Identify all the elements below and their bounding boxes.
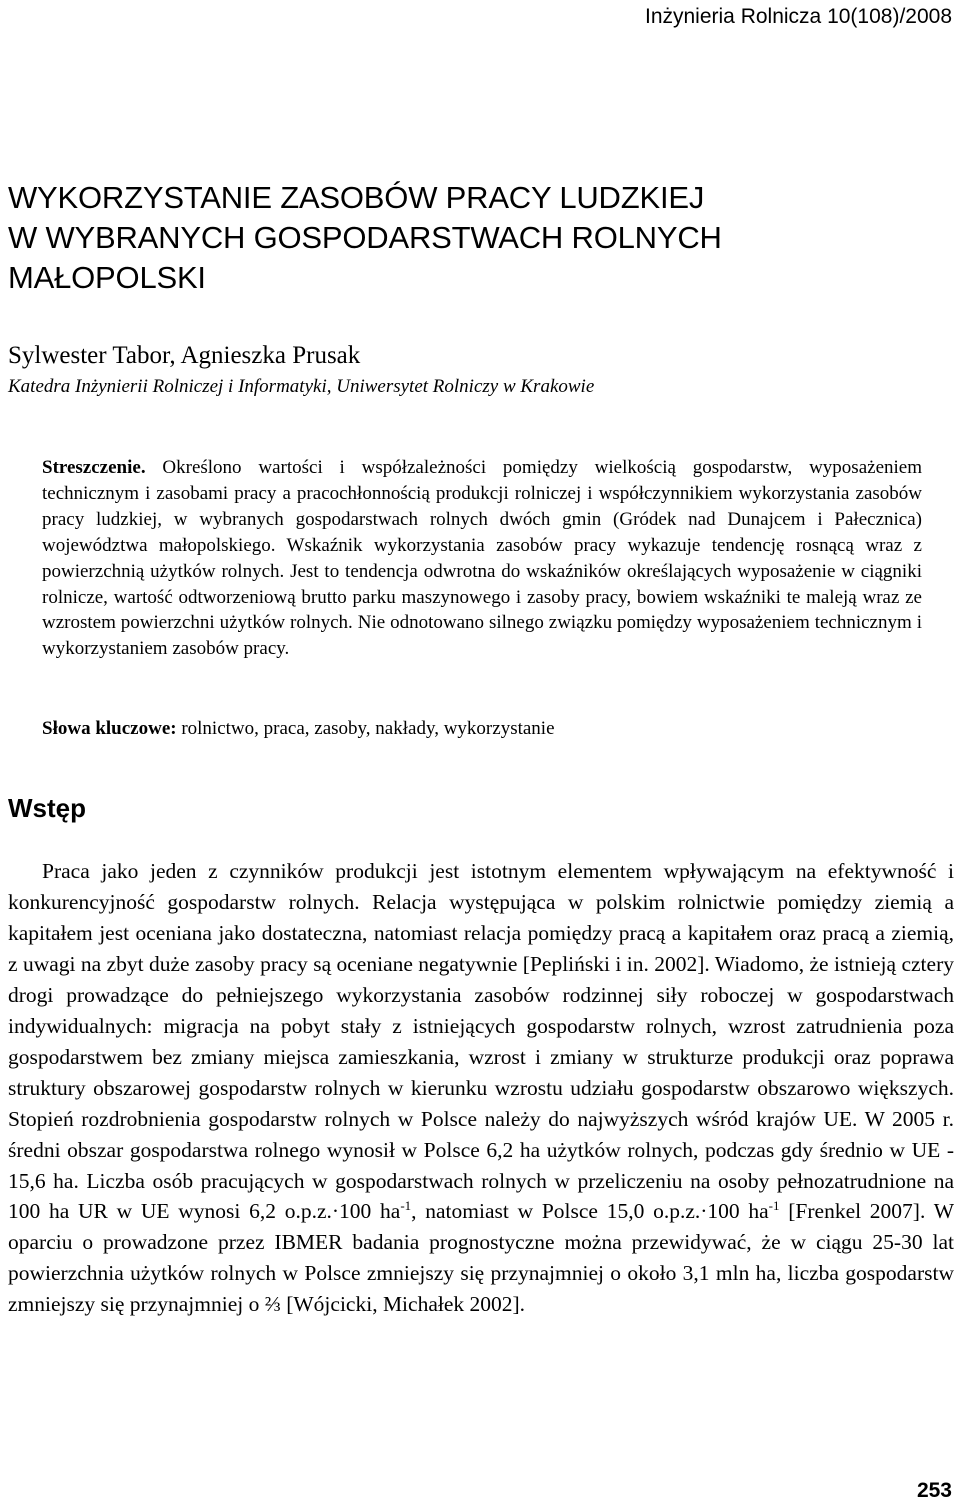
abstract-text: Określono wartości i współzależności pomiędzy wielkością gospodarstw, wyposażeniem technicznym i zasobami pracy a pracochłonnością produkcji rolniczej i współczynnikiem wykorzystania zasobów pracy ludzkiej, w wybranych gospodarstwach rolnych dwóch gmin (Gródek nad Dunajcem i Pałecznica) województwa małopolskiego. Wskaźnik wykorzystania zasobów pracy wykazuje tendencję rosnącą wraz z powierzchnią użytków rolnych. Jest to tendencja odwrotna do wskaźników określających wyposażenie w ciągniki rolnicze, wartość odtworzeniową brutto parku maszynowego i zasoby pracy, bowiem wskaźniki te maleją wraz ze wzrostem powierzchni użytków rolnych. Nie odnotowano silnego związku pomiędzy wyposażeniem technicznym i wykorzystaniem zasobów pracy. (42, 457, 922, 660)
intro-text-part2: , natomiast w Polsce 15,0 o.p.z.·100 ha (411, 1199, 769, 1224)
intro-paragraph (8, 856, 954, 1320)
abstract-label: Streszczenie. (42, 457, 146, 478)
intro-text-part1: Praca jako jeden z czynników produkcji jest istotnym elementem wpływającym na efektywność i konkurencyjność gospodarstw rolnych. Relacja występująca w polskim rolnictwie pomiędzy ziemią a kapitałem jest oceniana jako dostateczna, natomiast relacja pomiędzy pracą a kapitałem oraz pracą a ziemią, z uwagi na zbyt duże zasoby pracy są oceniane negatywnie [Pepliński i in. 2002]. Wiadomo, że istnieją cztery drogi prowadzące do pełniejszego wykorzystania zasobów rodzinnej siły roboczej w gospodarstwach indywidualnych: migracja na pobyt stały z istniejących gospodarstw rolnych, wzrost zatrudnienia poza gospodarstwem bez zmiany miejsca zamieszkania, wzrost i zmiany w strukturze produkcji oraz poprawa struktury obszarowej gospodarstw rolnych w kierunku wzrostu udziału gospodarstw obszarowo większych. Stopień rozdrobnienia gospodarstw rolnych w Polsce należy do najwyższych wśród krajów UE. W 2005 r. średni obszar gospodarstwa rolnego wynosił w Polsce 6,2 ha użytków rolnych, podczas gdy średnio w UE - 15,6 ha. Liczba osób pracujących w gospodarstwach rolnych w przeliczeniu na osoby pełnozatrudnione na 100 ha UR w UE wynosi 6,2 o.p.z.·100 ha (8, 859, 954, 1224)
abstract (42, 455, 922, 662)
title-line: WYKORZYSTANIE ZASOBÓW PRACY LUDZKIEJ (8, 180, 705, 215)
page-number: 253 (916, 1479, 952, 1502)
title-line: MAŁOPOLSKI (8, 260, 206, 295)
journal-header: Inżynieria Rolnicza 10(108)/2008 (644, 5, 952, 28)
keywords-text: rolnictwo, praca, zasoby, nakłady, wykorzystanie (176, 718, 555, 739)
superscript: -1 (768, 1198, 780, 1214)
intro-text-part3: [Frenkel 2007]. W oparciu o prowadzone przez IBMER badania prognostyczne można przewidywać, że w ciągu 25-30 lat powierzchnia użytków rolnych w Polsce zmniejszy się przynajmniej o około 3,1 mln ha, liczba gospodarstw zmniejszy się przynajmniej o ⅔ [Wójcicki, Michałek 2002]. (8, 1199, 954, 1317)
section-heading: Wstęp (8, 793, 86, 823)
affiliation: Katedra Inżynierii Rolniczej i Informatyki, Uniwersytet Rolniczy w Krakowie (8, 376, 595, 397)
title-line: W WYBRANYCH GOSPODARSTWACH ROLNYCH (8, 220, 722, 255)
keywords (42, 716, 922, 742)
authors: Sylwester Tabor, Agnieszka Prusak (8, 342, 361, 369)
keywords-label: Słowa kluczowe: (42, 718, 177, 739)
superscript: -1 (400, 1198, 412, 1214)
article-title (8, 178, 938, 298)
